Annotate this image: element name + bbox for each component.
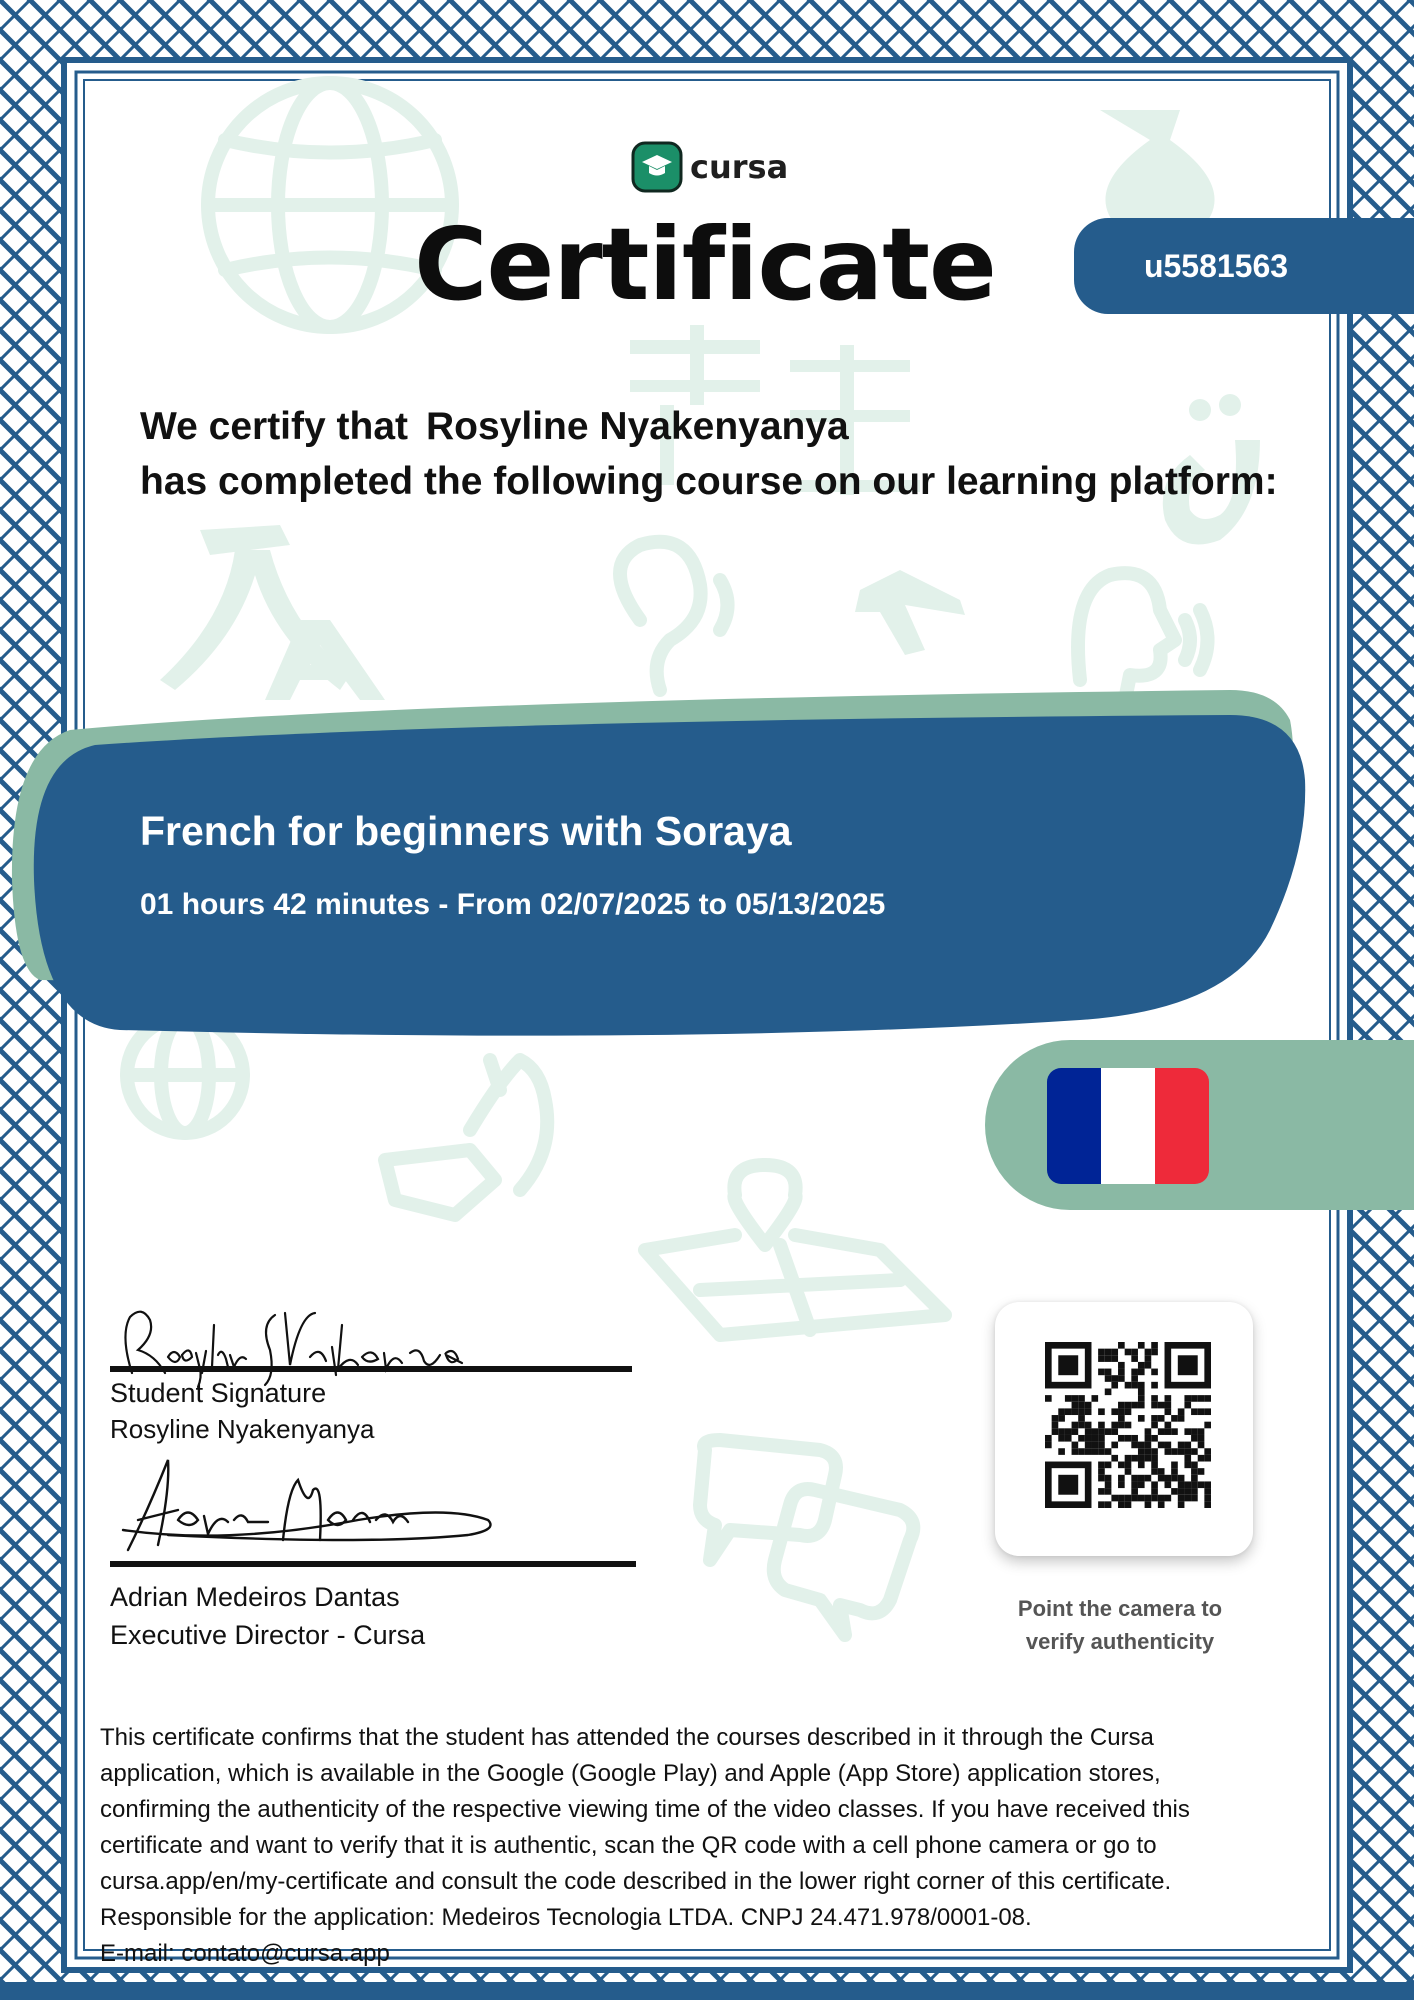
translate-icon — [160, 525, 385, 700]
certify-prefix: We certify that — [140, 405, 409, 448]
graduation-cap-logo-icon — [630, 140, 684, 194]
flag-stripe-white — [1101, 1068, 1155, 1184]
brand-name: cursa — [690, 148, 789, 186]
disclaimer-line: confirming the authenticity of the respective viewing time of the video classes. If you have received this — [100, 1796, 1190, 1823]
student-signature-name: Rosyline Nyakenyanya — [110, 1414, 375, 1444]
france-flag-icon — [1047, 1068, 1209, 1184]
qr-caption — [980, 1592, 1260, 1658]
sign-language-hands-icon — [385, 1060, 547, 1215]
airplane-icon — [855, 570, 965, 655]
qr-code-icon[interactable] — [1045, 1342, 1211, 1508]
ear-icon — [620, 542, 728, 690]
student-signature-label: Student Signature — [110, 1378, 327, 1408]
flag-stripe-red — [1155, 1068, 1209, 1184]
flag-stripe-blue — [1047, 1068, 1101, 1184]
cursa-logo — [630, 140, 788, 194]
certificate-code-tab — [1074, 218, 1414, 314]
course-details: 01 hours 42 minutes - From 02/07/2025 to 05/13/2025 — [140, 888, 886, 921]
chat-bubbles-icon — [700, 1440, 913, 1635]
disclaimer-line: certificate and want to verify that it is authentic, scan the QR code with a cell phone camera or go to — [100, 1832, 1157, 1859]
course-band-main — [34, 715, 1305, 1036]
student-signature-line — [110, 1366, 632, 1372]
disclaimer-line: cursa.app/en/my-certificate and consult the code described in the lower right corner of this certificate. — [100, 1868, 1172, 1895]
qr-caption-line2: verify authenticity — [1025, 1629, 1215, 1654]
course-name: French for beginners with Soraya — [140, 808, 792, 854]
disclaimer-text — [100, 1720, 1320, 1972]
amphora-icon — [1100, 110, 1215, 230]
course-band — [0, 680, 1414, 1050]
director-name: Adrian Medeiros Dantas — [110, 1582, 400, 1612]
language-flag-tab — [985, 1040, 1414, 1210]
completion-statement: has completed the following course on our learning platform: — [140, 460, 1278, 503]
certificate-code: u5581563 — [1143, 248, 1289, 284]
director-role: Executive Director - Cursa — [110, 1620, 426, 1650]
certificate-title: Certificate — [414, 206, 996, 323]
director-signature-image — [108, 1450, 528, 1570]
certify-statement — [140, 405, 849, 449]
disclaimer-line: application, which is available in the Google (Google Play) and Apple (App Store) application stores, — [100, 1760, 1161, 1787]
student-name: Rosyline Nyakenyanya — [426, 405, 849, 448]
disclaimer-line: This certificate confirms that the student has attended the courses described in it through the Cursa — [100, 1724, 1154, 1751]
disclaimer-line: Responsible for the application: Medeiros Tecnologia LTDA. CNPJ 24.471.978/0001-08. — [100, 1904, 1032, 1931]
qr-caption-line1: Point the camera to — [1017, 1596, 1223, 1621]
map-pin-icon — [645, 1165, 945, 1335]
disclaimer-email: E-mail: contato@cursa.app — [100, 1940, 390, 1967]
qr-code-card[interactable] — [995, 1302, 1253, 1556]
director-signature-line — [110, 1561, 636, 1567]
